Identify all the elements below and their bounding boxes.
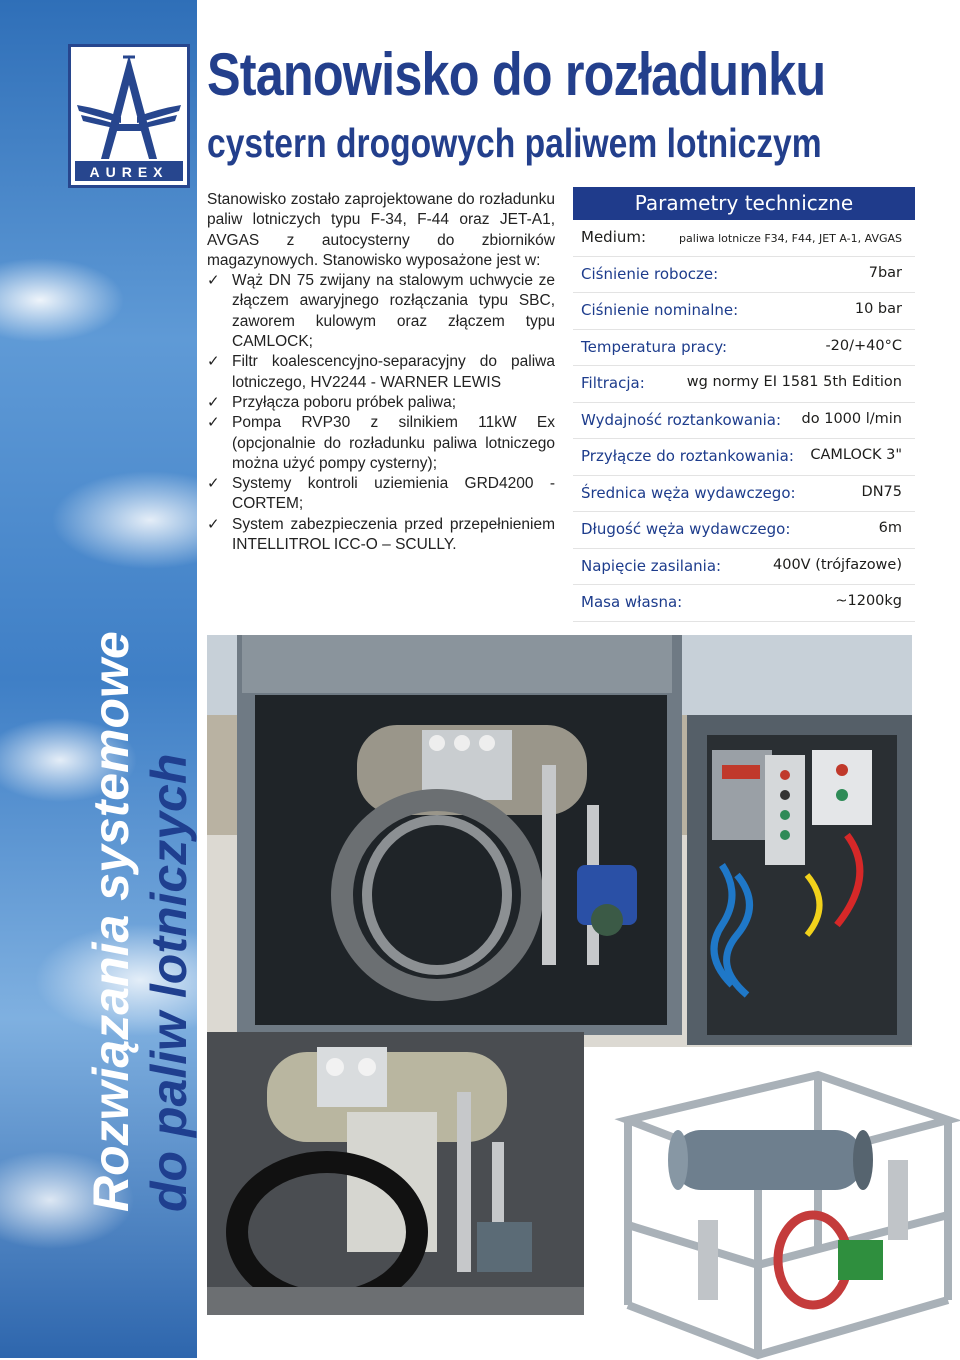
list-item-text: Pompa RVP30 z silnikiem 11kW Ex (opcjonalnie do rozładunku paliwa lotniczego można użyć pompy cysterny);	[232, 414, 555, 472]
param-label: Filtracja:	[581, 374, 645, 392]
check-icon: ✓	[207, 414, 220, 432]
list-item-text: Wąż DN 75 zwijany na stalowym uchwycie ze złączem awaryjnego rozłączania typu SBC, zaworem kulowym oraz złączem typu CAMLOCK;	[232, 272, 555, 351]
technical-parameters-table	[573, 187, 915, 622]
table-row	[573, 293, 915, 330]
check-icon: ✓	[207, 353, 220, 371]
check-icon: ✓	[207, 475, 220, 493]
table-row	[573, 220, 915, 257]
list-item-text: System zabezpieczenia przed przepełnieniem INTELLITROL ICC-O – SCULLY.	[232, 515, 555, 554]
list-item-text: Filtr koalescencyjno-separacyjny do paliwa lotniczego, HV2244 - WARNER LEWIS	[232, 353, 555, 391]
param-value: 6m	[878, 520, 902, 536]
param-label: Napięcie zasilania:	[581, 556, 722, 575]
check-icon: ✓	[207, 272, 220, 290]
list-item-text: Systemy kontroli uziemienia GRD4200 - CORTEM;	[232, 475, 555, 513]
table-row	[573, 330, 915, 367]
logo-text: AUREX	[89, 164, 169, 180]
page-subtitle: cystern drogowych paliwem lotniczym	[207, 120, 822, 166]
list-item	[207, 413, 555, 474]
param-value: wg normy EI 1581 5th Edition	[686, 374, 902, 390]
interior-photo-icon	[207, 1032, 584, 1315]
param-label: Masa własna:	[581, 593, 683, 611]
table-row	[573, 549, 915, 586]
param-label: Ciśnienie nominalne:	[581, 301, 739, 319]
check-icon: ✓	[207, 515, 220, 533]
render-3d-frame	[588, 1050, 960, 1360]
table-row	[573, 476, 915, 513]
frame-render-icon	[588, 1050, 960, 1360]
list-item	[207, 393, 555, 413]
description	[207, 190, 555, 555]
list-item-text: Przyłącza poboru próbek paliwa;	[232, 393, 457, 411]
cabinet-photo-icon	[207, 635, 912, 1047]
param-value: ~1200kg	[835, 593, 902, 609]
param-label: Średnica węża wydawczego:	[581, 483, 796, 502]
param-value: DN75	[861, 483, 902, 500]
photo-interior	[207, 1032, 584, 1315]
param-value: paliwa lotnicze F34, F44, JET A-1, AVGAS	[679, 232, 902, 245]
param-value: -20/+40°C	[825, 337, 902, 354]
table-row	[573, 403, 915, 440]
equipment-list	[207, 271, 555, 555]
table-row	[573, 366, 915, 403]
check-icon: ✓	[207, 393, 220, 411]
table-header: Parametry techniczne	[573, 187, 915, 220]
list-item	[207, 515, 555, 556]
list-item	[207, 352, 555, 393]
param-label: Ciśnienie robocze:	[581, 264, 719, 283]
param-value: 400V (trójfazowe)	[773, 556, 902, 573]
param-label: Długość węża wydawczego:	[581, 520, 791, 538]
table-row	[573, 257, 915, 294]
table-row	[573, 439, 915, 476]
param-label: Wydajność roztankowania:	[581, 410, 782, 429]
list-item	[207, 474, 555, 515]
param-value: do 1000 l/min	[801, 410, 902, 427]
table-row	[573, 512, 915, 549]
list-item	[207, 271, 555, 352]
description-intro: Stanowisko zostało zaprojektowane do rozładunku paliw lotniczych typu F-34, F-44 oraz JET-A1, AVGAS z autocysterny do zbiorników magazynowych. Stanowisko wyposażone jest w:	[207, 191, 555, 269]
slogan-line-1: Rozwiązania systemowe	[83, 631, 139, 1212]
param-value: CAMLOCK 3"	[810, 447, 902, 463]
param-value: 7bar	[868, 264, 902, 281]
param-label: Przyłącze do roztankowania:	[581, 447, 794, 465]
param-label: Temperatura pracy:	[581, 337, 728, 356]
slogan-line-2: do paliw lotniczych	[141, 753, 197, 1212]
param-label: Medium:	[581, 228, 647, 246]
sky-sidebar	[0, 0, 197, 1358]
photo-installed-cabinet	[207, 635, 912, 1047]
page-title: Stanowisko do rozładunku	[207, 41, 826, 108]
table-row	[573, 585, 915, 622]
param-value: 10 bar	[854, 301, 902, 317]
